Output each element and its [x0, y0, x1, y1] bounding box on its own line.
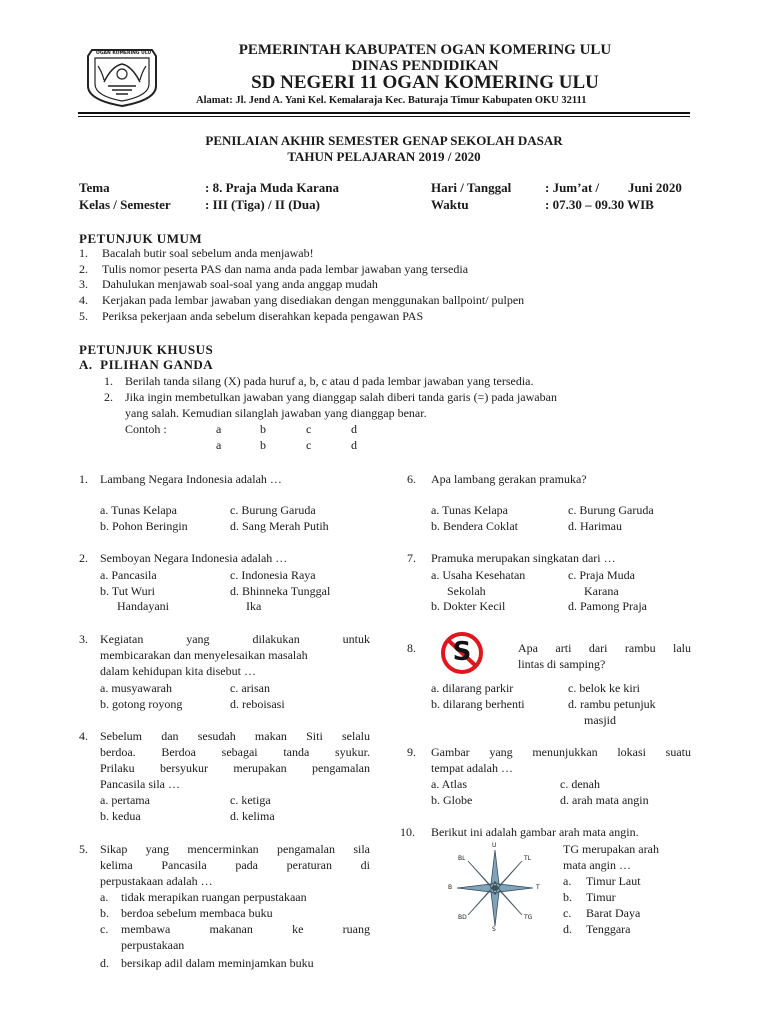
compass-label-u: U [492, 842, 497, 849]
info-hari-label: Hari / Tanggal [431, 180, 512, 195]
example-letter: b [260, 438, 266, 452]
compass-label-s: S [492, 926, 496, 933]
info-tema-value: : 8. Praja Muda Karana [205, 180, 339, 195]
question-number: 10. [400, 825, 415, 839]
option-b-letter: b. [563, 890, 572, 904]
option-d: d. Harimau [568, 519, 622, 533]
example-letter: d [351, 422, 357, 436]
option-a: a. Tunas Kelapa [100, 503, 177, 517]
question-number: 5. [79, 842, 88, 856]
general-instruction: 1. Bacalah butir soal sebelum anda menjawab! [79, 246, 314, 260]
option-c-cont: Karana [584, 584, 619, 598]
option-b: b. Tut Wuri [100, 584, 155, 598]
question-stem: tempat adalah … [431, 761, 513, 775]
question-stem: Sikap yang mencerminkan pengamalan sila [100, 842, 370, 856]
option-b: b. gotong royong [100, 697, 183, 711]
header-government: PEMERINTAH KABUPATEN OGAN KOMERING ULU [238, 42, 612, 58]
special-instruction-1-number: 1. [104, 374, 113, 388]
option-c: c. Burung Garuda [568, 503, 654, 517]
question-stem: TG merupakan arah [563, 842, 659, 856]
option-d: bersikap adil dalam meminjamkan buku [121, 956, 314, 970]
option-b-cont: Handayani [117, 599, 169, 613]
general-instruction: 3. Dahulukan menjawab soal-soal yang anda anggap mudah [79, 277, 378, 291]
option-c: c. ketiga [230, 793, 271, 807]
option-d: d. kelima [230, 809, 275, 823]
option-c-cont: perpustakaan [121, 938, 185, 952]
question-stem: perpustakaan adalah … [100, 874, 213, 888]
header-divider-thin [78, 116, 690, 117]
question-stem: kelima Pancasila pada peraturan di [100, 858, 370, 872]
option-c: c. belok ke kiri [568, 681, 640, 695]
option-d-cont: masjid [584, 713, 616, 727]
option-b: Timur [586, 890, 616, 904]
question-stem: Gambar yang menunjukkan lokasi suatu [431, 745, 691, 759]
option-c: c. Indonesia Raya [230, 568, 316, 582]
general-instruction: 4. Kerjakan pada lembar jawaban yang disediakan dengan menggunakan ballpoint/ pulpen [79, 293, 525, 307]
question-stem: Apa arti dari rambu lalu [518, 641, 691, 655]
question-stem: Pancasila sila … [100, 777, 180, 791]
section-multiple-choice: A. PILIHAN GANDA [79, 357, 214, 372]
option-c-letter: c. [563, 906, 572, 920]
question-stem: lintas di samping? [518, 657, 606, 671]
option-a-letter: a. [100, 890, 109, 904]
exam-title: PENILAIAN AKHIR SEMESTER GENAP SEKOLAH DASAR [205, 133, 563, 148]
question-stem: berdoa. Berdoa sebagai tanda syukur. [100, 745, 370, 759]
question-number: 7. [407, 551, 416, 565]
option-b: b. Globe [431, 793, 473, 807]
special-instruction-2-line2: yang salah. Kemudian silanglah jawaban yang dianggap benar. [125, 406, 427, 420]
example-letter: a [216, 438, 222, 452]
question-number: 3. [79, 632, 88, 646]
option-a: a. Pancasila [100, 568, 157, 582]
question-stem: Semboyan Negara Indonesia adalah … [100, 551, 288, 565]
option-d: d. Bhinneka Tunggal [230, 584, 331, 598]
option-d: d. reboisasi [230, 697, 285, 711]
option-c: c. denah [560, 777, 600, 791]
sign-letter: S [452, 637, 472, 667]
question-stem: Apa lambang gerakan pramuka? [431, 472, 587, 486]
question-stem: membicarakan dan menyelesaikan masalah [100, 648, 308, 662]
option-d-letter: d. [100, 956, 109, 970]
option-b: b. dilarang berhenti [431, 697, 525, 711]
question-number: 9. [407, 745, 416, 759]
example-letter: c [306, 422, 312, 436]
info-kelas-value: : III (Tiga) / II (Dua) [205, 197, 320, 212]
question-stem: Pramuka merupakan singkatan dari … [431, 551, 616, 565]
option-a: a. Usaha Kesehatan [431, 568, 526, 582]
option-b: berdoa sebelum membaca buku [121, 906, 273, 920]
info-hari-date: Juni 2020 [628, 180, 682, 195]
option-b: b. Pohon Beringin [100, 519, 188, 533]
option-a: a. Tunas Kelapa [431, 503, 508, 517]
option-d-letter: d. [563, 922, 572, 936]
option-a: a. pertama [100, 793, 150, 807]
option-d: Tenggara [586, 922, 631, 936]
example-letter: c [306, 438, 312, 452]
example-letter: b [260, 422, 266, 436]
option-a: a. dilarang parkir [431, 681, 514, 695]
question-stem: mata angin … [563, 858, 631, 872]
header-school: SD NEGERI 11 OGAN KOMERING ULU [251, 72, 599, 93]
compass-label-b: B [448, 884, 453, 891]
info-hari-value: : Jum’at / [545, 180, 600, 195]
exam-year: TAHUN PELAJARAN 2019 / 2020 [287, 149, 481, 164]
option-d: d. Sang Merah Putih [230, 519, 329, 533]
general-instruction: 5. Periksa pekerjaan anda sebelum diserahkan kepada pengawan PAS [79, 309, 424, 323]
option-d-cont: Ika [246, 599, 262, 613]
option-b: b. Bendera Coklat [431, 519, 518, 533]
info-tema-label: Tema [79, 180, 110, 195]
option-c: membawa makanan ke ruang [121, 922, 370, 936]
option-a: a. Atlas [431, 777, 467, 791]
question-number: 1. [79, 472, 88, 486]
general-instruction: 2. Tulis nomor peserta PAS dan nama anda pada lembar jawaban yang tersedia [79, 262, 469, 276]
option-a: tidak merapikan ruangan perpustakaan [121, 890, 307, 904]
header-address: Alamat: Jl. Jend A. Yani Kel. Kemalaraja Kec. Baturaja Timur Kabupaten OKU 32111 [196, 95, 587, 106]
option-b: b. kedua [100, 809, 141, 823]
option-a: a. musyawarah [100, 681, 172, 695]
compass-label-tl: TL [524, 855, 532, 862]
option-c: c. Praja Muda [568, 568, 635, 582]
compass-rose [445, 840, 545, 936]
option-a-cont: Sekolah [447, 584, 486, 598]
logo-label: OGAN KOMERING ULU [96, 51, 152, 56]
header-department: DINAS PENDIDIKAN [351, 58, 499, 74]
question-number: 8. [407, 641, 416, 655]
info-kelas-label: Kelas / Semester [79, 197, 171, 212]
option-c: c. arisan [230, 681, 270, 695]
option-a: Timur Laut [586, 874, 641, 888]
option-a-letter: a. [563, 874, 572, 888]
example-letter: d [351, 438, 357, 452]
option-b-letter: b. [100, 906, 109, 920]
header-divider-thick [78, 112, 690, 114]
info-waktu-value: : 07.30 – 09.30 WIB [545, 197, 654, 212]
option-b: b. Dokter Kecil [431, 599, 506, 613]
special-instruction-1: Berilah tanda silang (X) pada huruf a, b, c atau d pada lembar jawaban yang tersedia. [125, 374, 534, 388]
compass-label-t: T [536, 884, 540, 891]
info-waktu-label: Waktu [431, 197, 469, 212]
option-c: c. Burung Garuda [230, 503, 316, 517]
compass-label-bd: BD [458, 914, 467, 921]
question-number: 2. [79, 551, 88, 565]
option-c: Barat Daya [586, 906, 641, 920]
option-d: d. arah mata angin [560, 793, 649, 807]
option-d: d. rambu petunjuk [568, 697, 656, 711]
question-number: 4. [79, 729, 88, 743]
compass-label-bl: BL [458, 855, 466, 862]
compass-label-tg: TG [524, 914, 533, 921]
question-number: 6. [407, 472, 416, 486]
example-letter: a [216, 422, 222, 436]
question-stem: Sebelum dan sesudah makan Siti selalu [100, 729, 370, 743]
question-stem: Lambang Negara Indonesia adalah … [100, 472, 282, 486]
general-instructions-title: PETUNJUK UMUM [79, 231, 203, 246]
question-stem: dalam kehidupan kita disebut … [100, 664, 256, 678]
question-stem: Berikut ini adalah gambar arah mata angin. [431, 825, 639, 839]
option-c-letter: c. [100, 922, 109, 936]
question-stem: Kegiatan yang dilakukan untuk [100, 632, 370, 646]
question-stem: Prilaku bersyukur merupakan pengamalan [100, 761, 370, 775]
special-instructions-title: PETUNJUK KHUSUS [79, 342, 214, 357]
option-d: d. Pamong Praja [568, 599, 647, 613]
no-stopping-sign-icon [431, 632, 493, 674]
example-label: Contoh : [125, 422, 167, 436]
special-instruction-2-number: 2. [104, 390, 113, 404]
special-instruction-2-line1: Jika ingin membetulkan jawaban yang dianggap salah diberi tanda garis (=) pada jawaban [125, 390, 557, 404]
